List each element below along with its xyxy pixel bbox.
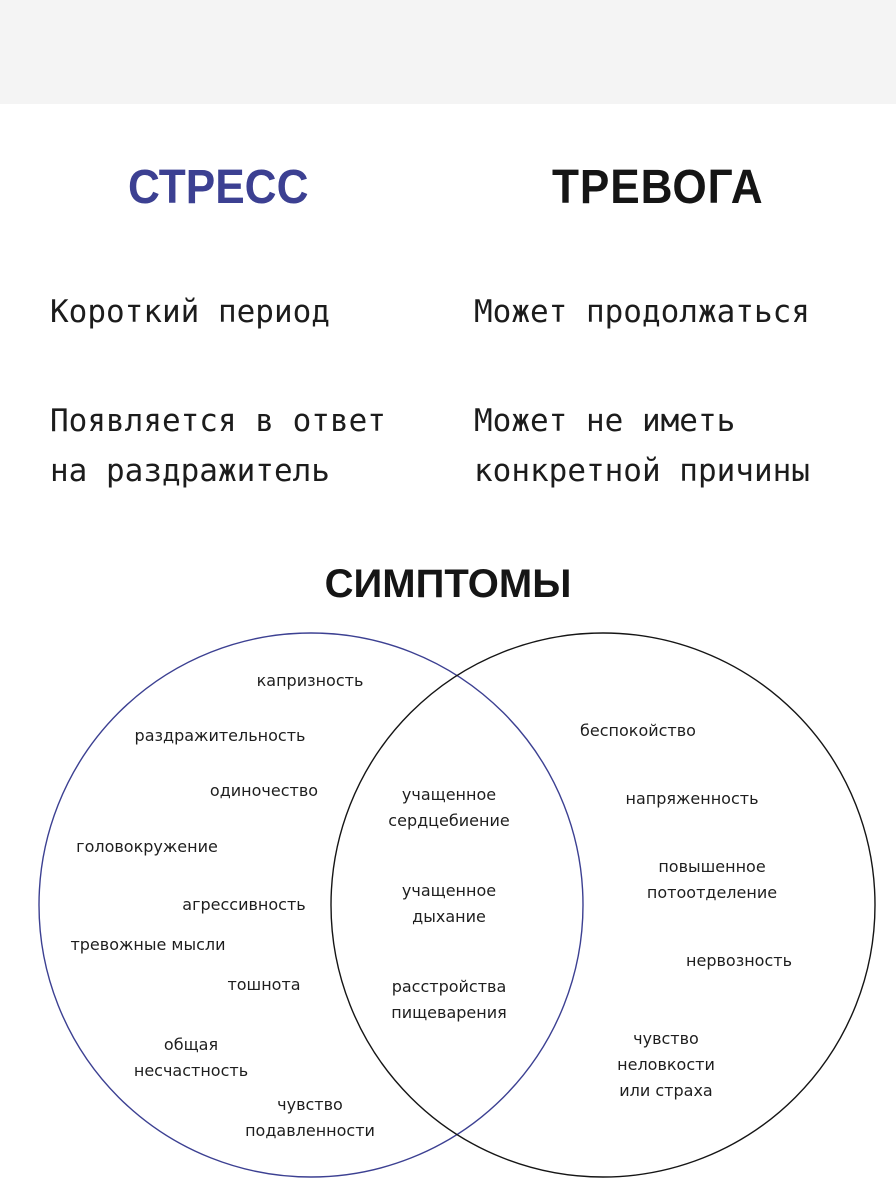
symptom-rapid-heartbeat: учащенное сердцебиение <box>388 785 510 830</box>
anxiety-cause: Может не иметь конкретной причины <box>474 403 810 489</box>
stress-cause: Появляется в ответ на раздражитель <box>50 403 386 489</box>
symptom-irritability: раздражительность <box>134 726 306 745</box>
symptom-anxious-thoughts: тревожные мысли <box>70 935 226 954</box>
anxiety-duration: Может продолжаться <box>474 294 810 330</box>
symptom-rapid-breathing: учащенное дыхание <box>401 881 497 926</box>
stress-heading: СТРЕСС <box>128 161 309 214</box>
symptom-worry: беспокойство <box>580 721 696 740</box>
symptom-tension: напряженность <box>625 789 759 808</box>
symptoms-title: СИМПТОМЫ <box>324 562 572 606</box>
stress-duration: Короткий период <box>50 294 330 330</box>
symptom-nausea: тошнота <box>227 975 301 994</box>
symptom-loneliness: одиночество <box>209 781 319 800</box>
symptom-depression: чувство подавленности <box>245 1095 375 1140</box>
symptom-capriciousness: капризность <box>256 671 364 690</box>
anxiety-heading: ТРЕВОГА <box>552 161 764 214</box>
symptom-sweating: повышенное потоотделение <box>646 857 778 902</box>
symptom-general-unhappiness: общая несчастность <box>133 1035 249 1080</box>
symptom-awkwardness-fear: чувство неловкости или страха <box>617 1029 715 1100</box>
symptom-nervousness: нервозность <box>686 951 792 970</box>
symptom-dizziness: головокружение <box>76 837 218 856</box>
symptom-aggressiveness: агрессивность <box>182 895 306 914</box>
symptom-digestive-disorders: расстройства пищеварения <box>391 977 507 1022</box>
